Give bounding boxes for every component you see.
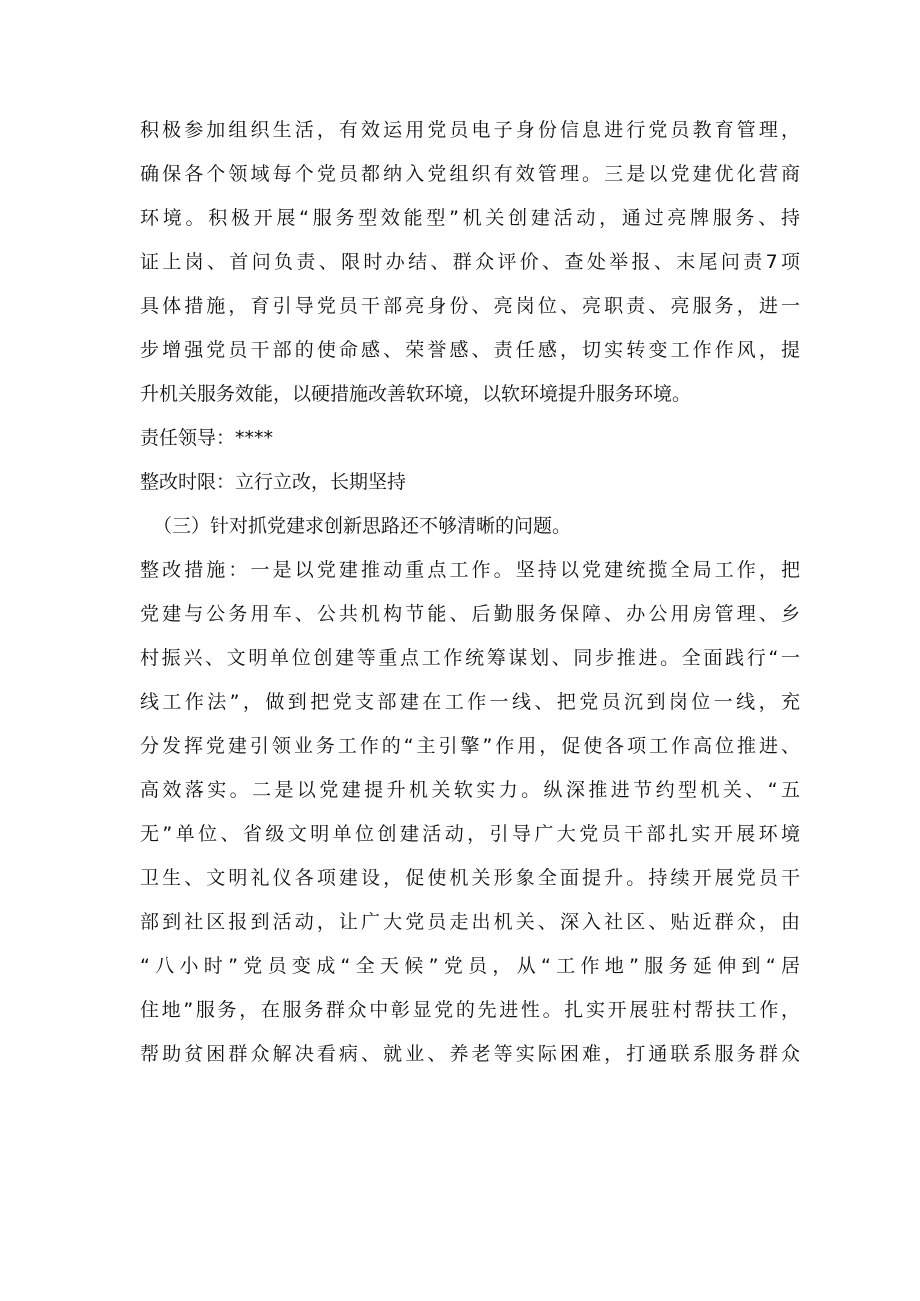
body-text-line: 卫生、文明礼仪各项建设，促使机关形象全面提升。持续开展党员干 — [140, 867, 800, 889]
body-text-line: 部到社区报到活动，让广大党员走出机关、深入社区、贴近群众，由 — [140, 911, 800, 933]
section-heading: （三）针对抓党建求创新思路还不够清晰的问题。 — [153, 515, 572, 537]
body-text-line: 确保各个领域每个党员都纳入党组织有效管理。三是以党建优化营商 — [140, 163, 800, 185]
body-text-line: 证上岗、首问负责、限时办结、群众评价、查处举报、末尾问责7项 — [140, 251, 800, 273]
body-text-line: 分发挥党建引领业务工作的“主引擎”作用，促使各项工作高位推进、 — [140, 735, 800, 757]
deadline-line: 整改时限：立行立改，长期坚持 — [140, 471, 407, 493]
body-text-line: 党建与公务用车、公共机构节能、后勤服务保障、办公用房管理、乡 — [140, 603, 800, 625]
body-text-line: 环境。积极开展“服务型效能型”机关创建活动，通过亮牌服务、持 — [140, 207, 800, 229]
body-text-line: 升机关服务效能，以硬措施改善软环境，以软环境提升服务环境。 — [140, 383, 692, 405]
body-text-line: 帮助贫困群众解决看病、就业、养老等实际困难，打通联系服务群众 — [140, 1043, 800, 1065]
body-text-line: 住地”服务，在服务群众中彰显党的先进性。扎实开展驻村帮扶工作， — [140, 999, 800, 1021]
body-text-line: 高效落实。二是以党建提升机关软实力。纵深推进节约型机关、“五 — [140, 779, 800, 801]
body-text-line: 步增强党员干部的使命感、荣誉感、责任感，切实转变工作作风，提 — [140, 339, 800, 361]
body-text-line: 无”单位、省级文明单位创建活动，引导广大党员干部扎实开展环境 — [140, 823, 800, 845]
body-text-line: 具体措施，育引导党员干部亮身份、亮岗位、亮职责、亮服务，进一 — [140, 295, 800, 317]
body-text-line: 整改措施：一是以党建推动重点工作。坚持以党建统揽全局工作，把 — [140, 559, 800, 581]
body-text-line: 线工作法”，做到把党支部建在工作一线、把党员沉到岗位一线，充 — [140, 691, 800, 713]
responsible-leader-line: 责任领导：**** — [140, 427, 274, 449]
body-text-line: 积极参加组织生活，有效运用党员电子身份信息进行党员教育管理， — [140, 119, 800, 141]
body-text-line: “八小时”党员变成“全天候”党员，从“工作地”服务延伸到“居 — [140, 955, 800, 977]
body-text-line: 村振兴、文明单位创建等重点工作统筹谋划、同步推进。全面践行“一 — [140, 647, 800, 669]
